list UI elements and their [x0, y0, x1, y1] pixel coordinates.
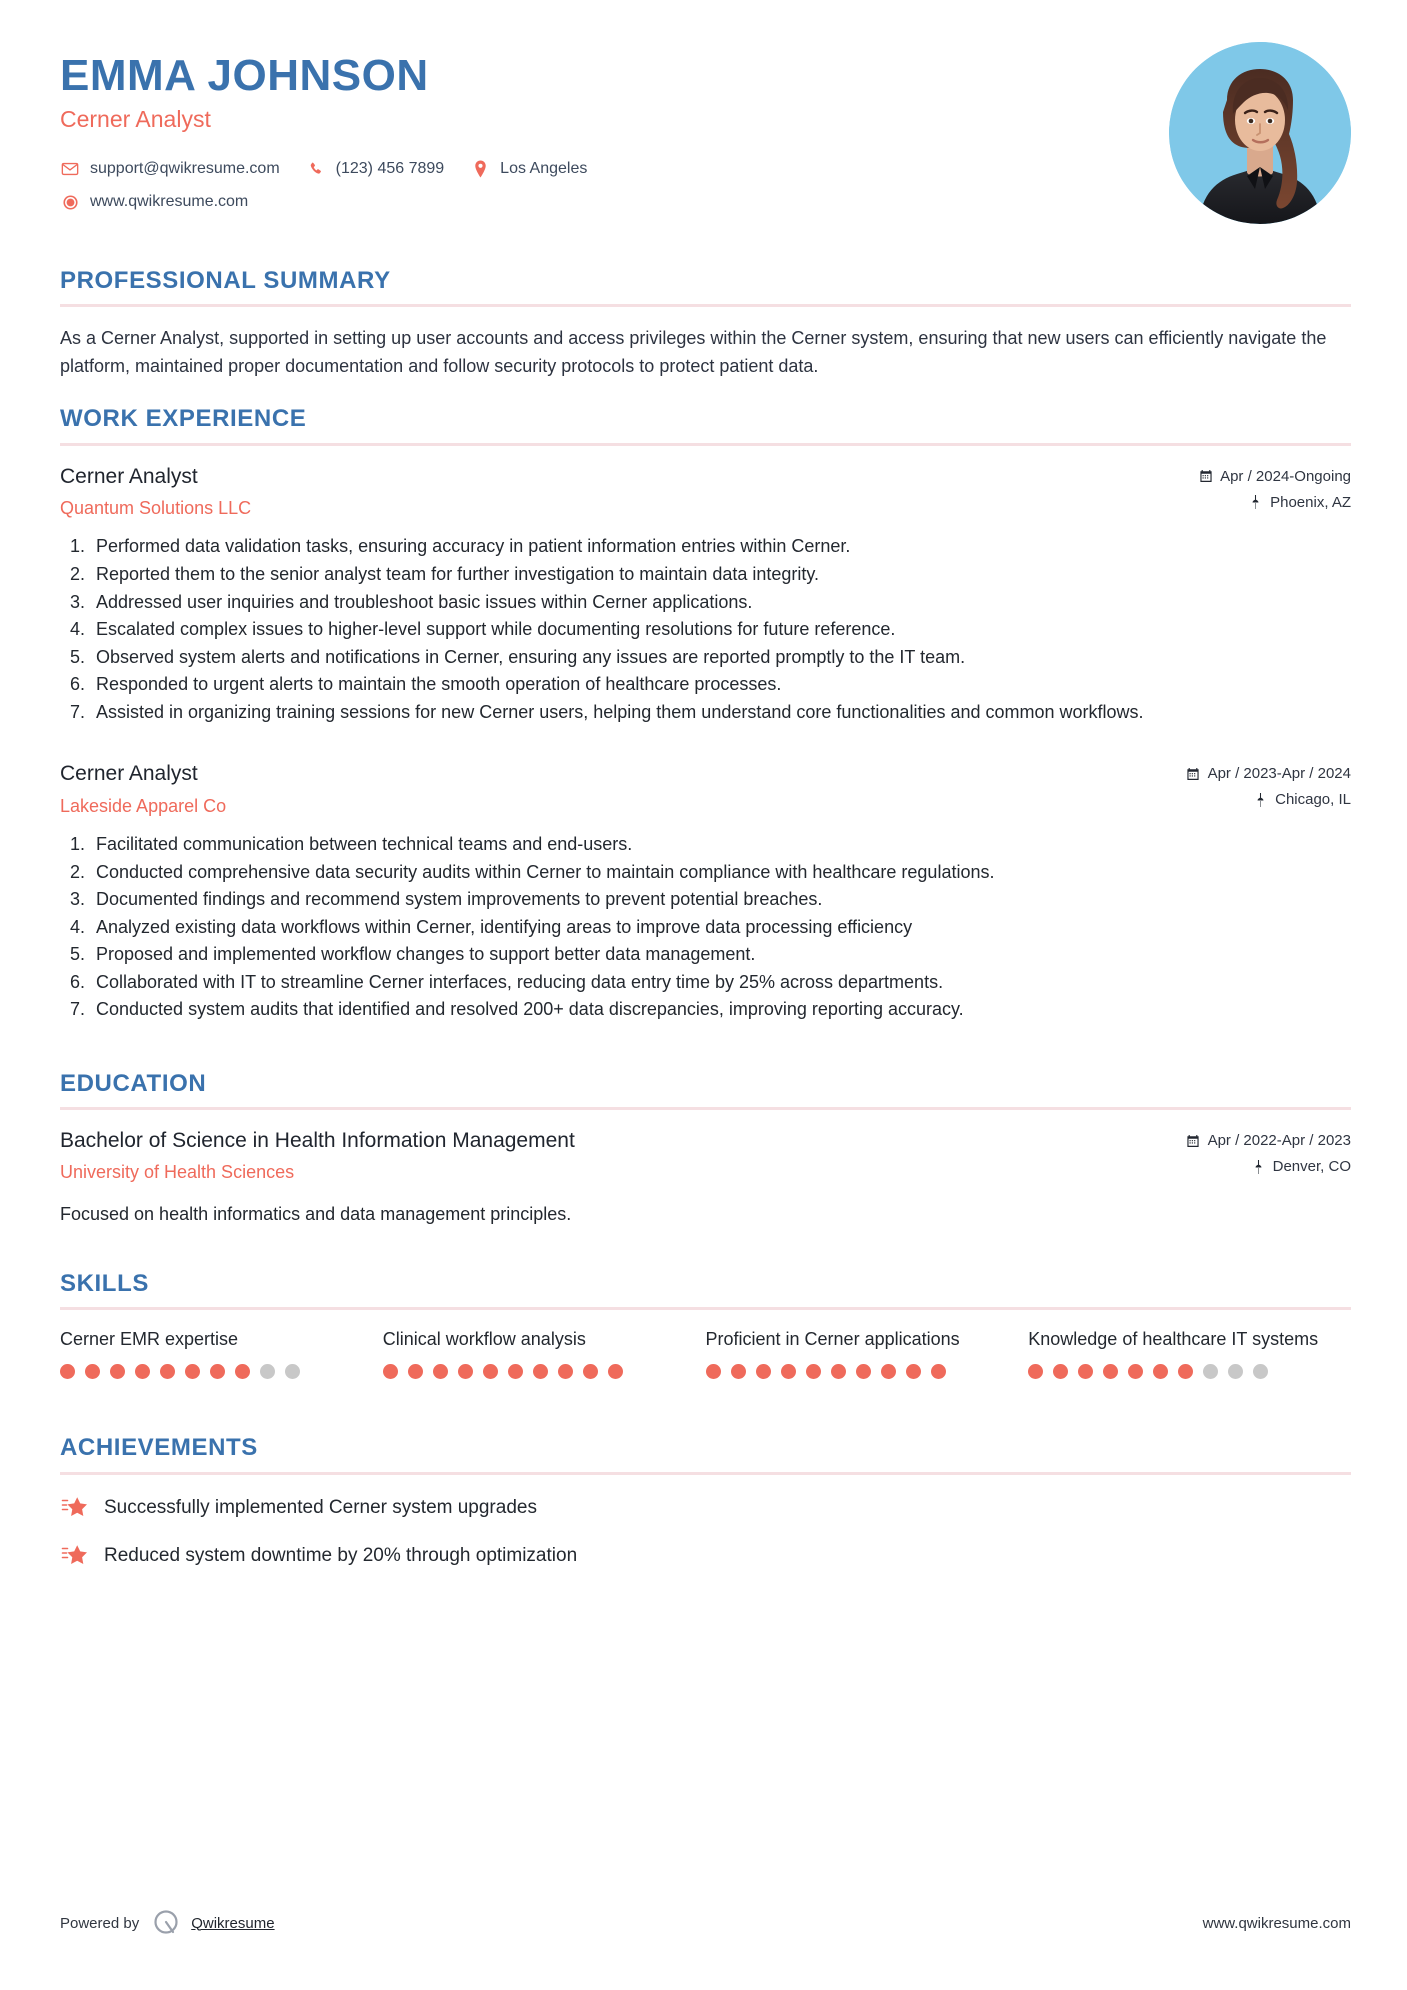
work-date-text: Apr / 2024-Ongoing	[1220, 467, 1351, 485]
skill-dot-filled	[408, 1364, 423, 1379]
globe-icon	[60, 192, 80, 212]
skill-dot-filled	[458, 1364, 473, 1379]
skill-dot-filled	[931, 1364, 946, 1379]
skill-dot-filled	[110, 1364, 125, 1379]
work-date	[1186, 765, 1351, 782]
summary-text: As a Cerner Analyst, supported in setting up user accounts and access privileges within the Cerner system, ensuring that new users can efficiently navigate the platform, maintained proper documentation and follow security protocols to protect patient data.	[60, 328, 1327, 376]
work-entry	[60, 464, 1351, 725]
skill-dot-filled	[1128, 1364, 1143, 1379]
calendar-icon	[1186, 766, 1201, 781]
pin-icon	[1251, 1159, 1266, 1174]
work-bullet: 6. Collaborated with IT to streamline Cerner interfaces, reducing data entry time by 25% across departments.	[90, 970, 1351, 996]
star-icon	[60, 1493, 90, 1523]
work-entry	[60, 761, 1351, 1022]
work-bullet: 7. Conducted system audits that identified and resolved 200+ data discrepancies, improving reporting accuracy.	[90, 997, 1351, 1023]
skill-dot-filled	[433, 1364, 448, 1379]
education-location-text: Denver, CO	[1272, 1158, 1351, 1176]
skill-dot-filled	[235, 1364, 250, 1379]
skill-rating	[60, 1364, 353, 1379]
work-bullet: 1. Facilitated communication between technical teams and end-users.	[90, 832, 1351, 858]
education-entry	[60, 1128, 1351, 1227]
skill-dot-filled	[135, 1364, 150, 1379]
contact-website-text: www.qwikresume.com	[90, 193, 249, 211]
education-school: University of Health Sciences	[60, 1162, 295, 1183]
skill-dot-filled	[185, 1364, 200, 1379]
skill-dot-filled	[856, 1364, 871, 1379]
achievement-item	[60, 1493, 1351, 1523]
skill-dot-filled	[160, 1364, 175, 1379]
section-education	[60, 1071, 1351, 1227]
footer-powered-by	[60, 1908, 275, 1938]
work-bullet: 2. Reported them to the senior analyst team for further investigation to maintain data integrity.	[90, 562, 1351, 588]
pin-icon	[1248, 495, 1263, 510]
skill-name: Clinical workflow analysis	[382, 1329, 586, 1350]
candidate-name: EMMA JOHNSON	[60, 51, 429, 100]
skill-dot-filled	[583, 1364, 598, 1379]
contact-row-secondary	[60, 192, 1351, 212]
education-date-text: Apr / 2022-Apr / 2023	[1207, 1132, 1351, 1150]
work-location	[1186, 791, 1351, 808]
work-job-title: Cerner Analyst	[60, 464, 198, 488]
work-bullet: 7. Assisted in organizing training sessions for new Cerner users, helping them understand core functionalities and common workflows.	[90, 700, 1351, 726]
skill-dot-filled	[906, 1364, 921, 1379]
education-degree: Bachelor of Science in Health Information Management	[60, 1129, 575, 1153]
skill-dot-filled	[85, 1364, 100, 1379]
section-divider	[60, 1472, 1351, 1475]
work-job-title: Cerner Analyst	[60, 762, 198, 786]
skill-rating	[1028, 1364, 1321, 1379]
skill-name: Knowledge of healthcare IT systems	[1028, 1329, 1319, 1350]
achievement-text: Reduced system downtime by 20% through optimization	[104, 1544, 578, 1566]
section-achievements	[60, 1435, 1351, 1570]
skill-rating	[706, 1364, 999, 1379]
work-date	[1198, 468, 1351, 485]
skill-dot-filled	[558, 1364, 573, 1379]
skill-rating	[383, 1364, 676, 1379]
work-bullets	[60, 534, 1351, 725]
work-bullet: 3. Addressed user inquiries and troubleshoot basic issues within Cerner applications.	[90, 590, 1351, 616]
footer-powered-by-label: Powered by	[60, 1914, 140, 1932]
work-bullet: 2. Conducted comprehensive data security audits within Cerner to maintain compliance with healthcare regulations.	[90, 860, 1351, 886]
work-bullet: 3. Documented findings and recommend system improvements to prevent potential breaches.	[90, 887, 1351, 913]
avatar	[1169, 42, 1351, 224]
section-divider	[60, 443, 1351, 446]
skill-dot-empty	[260, 1364, 275, 1379]
skill-item	[60, 1328, 383, 1379]
skill-item	[706, 1328, 1029, 1379]
contact-phone[interactable]	[306, 159, 445, 179]
skill-dot-filled	[508, 1364, 523, 1379]
work-bullet: 6. Responded to urgent alerts to maintain the smooth operation of healthcare processes.	[90, 672, 1351, 698]
skill-item	[383, 1328, 706, 1379]
skill-dot-filled	[483, 1364, 498, 1379]
skill-dot-filled	[706, 1364, 721, 1379]
skill-dot-filled	[1153, 1364, 1168, 1379]
work-date-text: Apr / 2023-Apr / 2024	[1207, 765, 1351, 783]
skill-dot-empty	[1228, 1364, 1243, 1379]
footer-brand-link[interactable]: Qwikresume	[191, 1914, 275, 1932]
section-divider	[60, 1307, 1351, 1310]
skill-dot-filled	[1178, 1364, 1193, 1379]
contact-email-text: support@qwikresume.com	[90, 160, 280, 178]
work-bullets	[60, 832, 1351, 1023]
section-title-education: EDUCATION	[60, 1069, 207, 1097]
skill-dot-filled	[756, 1364, 771, 1379]
skill-dot-filled	[881, 1364, 896, 1379]
skill-dot-filled	[1103, 1364, 1118, 1379]
skill-item	[1028, 1328, 1351, 1379]
work-location	[1198, 494, 1351, 511]
work-company: Lakeside Apparel Co	[60, 795, 227, 816]
section-divider	[60, 1107, 1351, 1110]
achievement-text: Successfully implemented Cerner system upgrades	[104, 1496, 537, 1518]
skill-dot-filled	[1028, 1364, 1043, 1379]
pin-icon	[1253, 792, 1268, 807]
skill-name: Cerner EMR expertise	[60, 1329, 239, 1350]
contact-website[interactable]	[60, 192, 248, 212]
contact-email[interactable]	[60, 159, 280, 179]
location-pin-icon	[470, 159, 490, 179]
work-bullet: 4. Analyzed existing data workflows within Cerner, identifying areas to improve data processing efficiency	[90, 915, 1351, 941]
education-location	[1186, 1158, 1351, 1175]
section-title-skills: SKILLS	[60, 1269, 149, 1297]
achievement-item	[60, 1541, 1351, 1571]
calendar-icon	[1186, 1133, 1201, 1148]
skill-dot-filled	[1053, 1364, 1068, 1379]
section-work-experience	[60, 406, 1351, 1022]
section-title-work: WORK EXPERIENCE	[60, 405, 307, 433]
skill-dot-filled	[806, 1364, 821, 1379]
skill-dot-filled	[731, 1364, 746, 1379]
skill-dot-empty	[1203, 1364, 1218, 1379]
skill-dot-filled	[608, 1364, 623, 1379]
skill-name: Proficient in Cerner applications	[705, 1329, 960, 1350]
calendar-icon	[1198, 469, 1213, 484]
contact-location	[470, 159, 587, 179]
work-location-text: Phoenix, AZ	[1270, 493, 1351, 511]
skill-dot-filled	[210, 1364, 225, 1379]
education-date	[1186, 1132, 1351, 1149]
education-description: Focused on health informatics and data management principles.	[60, 1203, 572, 1224]
skill-dot-filled	[1078, 1364, 1093, 1379]
work-location-text: Chicago, IL	[1275, 791, 1351, 809]
candidate-role: Cerner Analyst	[60, 105, 211, 132]
section-title-summary: PROFESSIONAL SUMMARY	[60, 267, 391, 294]
skill-dot-filled	[781, 1364, 796, 1379]
star-icon	[60, 1541, 90, 1571]
skill-dot-empty	[285, 1364, 300, 1379]
work-bullet: 1. Performed data validation tasks, ensuring accuracy in patient information entries within Cerner.	[90, 534, 1351, 560]
skill-dot-filled	[60, 1364, 75, 1379]
contact-row-primary	[60, 159, 1351, 179]
section-divider	[60, 304, 1351, 307]
skill-dot-empty	[1253, 1364, 1268, 1379]
section-title-achievements: ACHIEVEMENTS	[60, 1434, 258, 1462]
qwikresume-logo-icon	[151, 1908, 181, 1938]
contact-location-text: Los Angeles	[500, 160, 588, 178]
work-bullet: 5. Observed system alerts and notifications in Cerner, ensuring any issues are reported promptly to the IT team.	[90, 645, 1351, 671]
work-bullet: 5. Proposed and implemented workflow changes to support better data management.	[90, 942, 1351, 968]
work-bullet: 4. Escalated complex issues to higher-level support while documenting resolutions for future reference.	[90, 617, 1351, 643]
skills-grid	[60, 1328, 1351, 1393]
section-professional-summary	[60, 268, 1351, 380]
page-footer	[60, 1908, 1351, 1938]
skill-dot-filled	[533, 1364, 548, 1379]
resume-header	[60, 0, 1351, 242]
phone-icon	[306, 159, 326, 179]
contact-phone-text: (123) 456 7899	[335, 160, 445, 178]
footer-website: www.qwikresume.com	[1202, 1914, 1351, 1932]
email-icon	[60, 159, 80, 179]
work-company: Quantum Solutions LLC	[60, 498, 252, 519]
skill-dot-filled	[831, 1364, 846, 1379]
skill-dot-filled	[383, 1364, 398, 1379]
section-skills	[60, 1271, 1351, 1393]
